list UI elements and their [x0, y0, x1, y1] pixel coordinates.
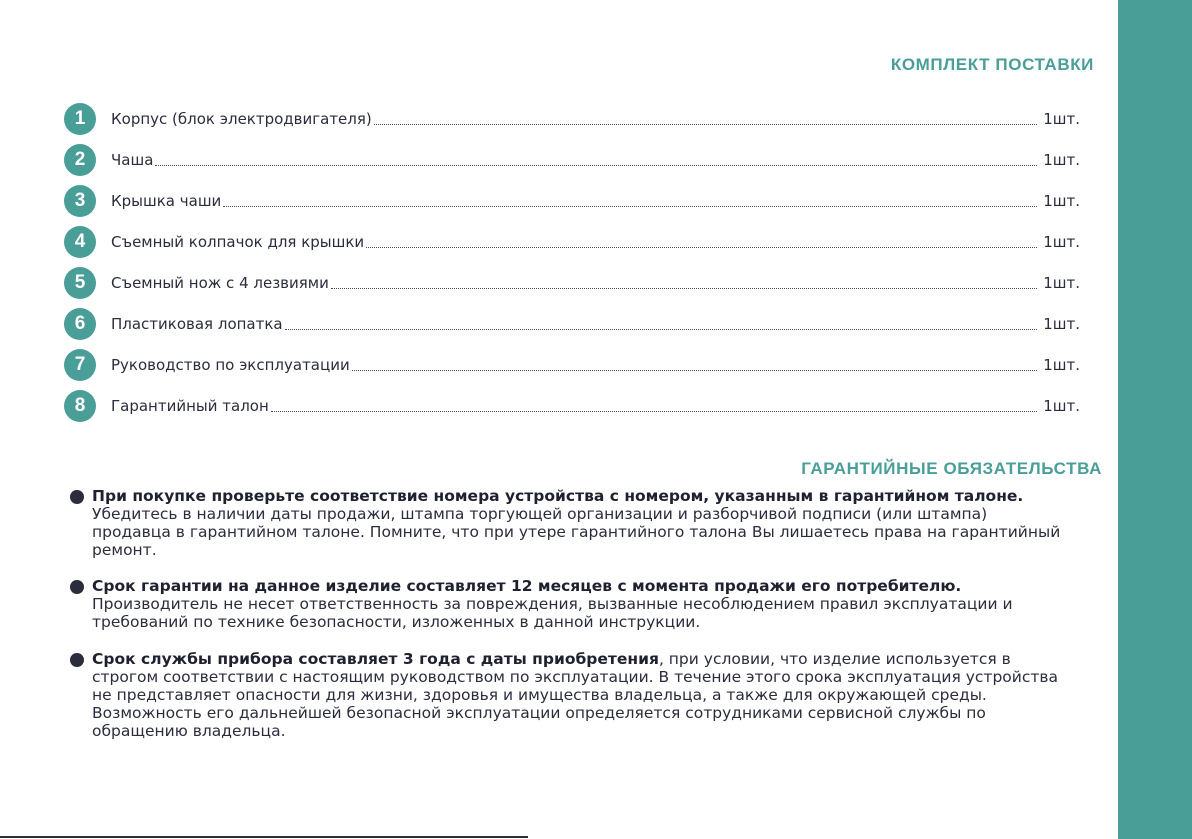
item-label: Съемный колпачок для крышки	[111, 233, 365, 251]
item-number-badge: 2	[64, 144, 96, 176]
side-color-band	[1118, 0, 1192, 839]
kit-item-1	[64, 103, 1080, 135]
bullet-icon	[70, 580, 84, 594]
item-quantity: 1шт.	[1043, 356, 1080, 374]
dot-leader	[352, 370, 1038, 371]
item-quantity: 1шт.	[1043, 233, 1080, 251]
item-number-badge: 3	[64, 185, 96, 217]
item-quantity: 1шт.	[1043, 110, 1080, 128]
dot-leader	[374, 124, 1037, 125]
item-number-badge: 7	[64, 349, 96, 381]
kit-title: КОМПЛЕКТ ПОСТАВКИ	[890, 55, 1094, 74]
dot-leader	[285, 329, 1038, 330]
item-label: Пластиковая лопатка	[111, 315, 283, 333]
kit-item-2	[64, 144, 1080, 176]
dot-leader	[271, 411, 1037, 412]
item-label: Крышка чаши	[111, 192, 222, 210]
warranty-title: ГАРАНТИЙНЫЕ ОБЯЗАТЕЛЬСТВА	[801, 459, 1102, 478]
kit-item-7	[64, 349, 1080, 381]
kit-item-8	[64, 390, 1080, 422]
item-number-badge: 8	[64, 390, 96, 422]
warranty-item-1	[70, 487, 1070, 559]
bullet-icon	[70, 490, 84, 504]
kit-item-4	[64, 226, 1080, 258]
item-quantity: 1шт.	[1043, 274, 1080, 292]
item-number-badge: 1	[64, 103, 96, 135]
item-quantity: 1шт.	[1043, 315, 1080, 333]
warranty-heading: Срок гарантии на данное изделие составляет 12 месяцев с момента продажи его потребителю.	[92, 577, 962, 595]
item-number-badge: 4	[64, 226, 96, 258]
warranty-body: Производитель не несет ответственность за повреждения, вызванные несоблюдением правил эксплуатации и требований по технике безопасности, изложенных в данной инструкции.	[92, 595, 1013, 631]
warranty-item-3	[70, 650, 1070, 740]
item-label: Руководство по эксплуатации	[111, 356, 350, 374]
item-quantity: 1шт.	[1043, 397, 1080, 415]
warranty-body: Убедитесь в наличии даты продажи, штампа торгующей организации и разборчивой подписи (или штампа) продавца в гарантийном талоне. Помните, что при утере гарантийного талона Вы лишаетесь права на гарантийный ремонт.	[92, 505, 1061, 559]
item-quantity: 1шт.	[1043, 151, 1080, 169]
kit-item-5	[64, 267, 1080, 299]
warranty-heading: При покупке проверьте соответствие номера устройства с номером, указанным в гарантийном талоне.	[92, 487, 1024, 505]
item-label: Съемный нож с 4 лезвиями	[111, 274, 329, 292]
item-label: Корпус (блок электродвигателя)	[111, 110, 372, 128]
bottom-rule	[0, 836, 528, 838]
bullet-icon	[70, 653, 84, 667]
item-label: Гарантийный талон	[111, 397, 269, 415]
item-number-badge: 5	[64, 267, 96, 299]
warranty-item-2	[70, 577, 1070, 631]
kit-item-6	[64, 308, 1080, 340]
dot-leader	[223, 206, 1037, 207]
dot-leader	[331, 288, 1037, 289]
warranty-heading: Срок службы прибора составляет 3 года с даты приобретения	[92, 650, 659, 668]
item-quantity: 1шт.	[1043, 192, 1080, 210]
dot-leader	[366, 247, 1037, 248]
item-number-badge: 6	[64, 308, 96, 340]
kit-item-3	[64, 185, 1080, 217]
dot-leader	[155, 165, 1037, 166]
warranty-body: , при условии, что изделие используется в строгом соответствии с настоящим руководством по эксплуатации. В течение этого срока эксплуатация устройства не представляет опасности для жизни, здоровья и имущества владельца, а также для окружающей среды. Возможность его дальнейшей безопасной эксплуатации определяется сотрудниками сервисной службы по обращению владельца.	[92, 650, 1059, 740]
item-label: Чаша	[111, 151, 154, 169]
